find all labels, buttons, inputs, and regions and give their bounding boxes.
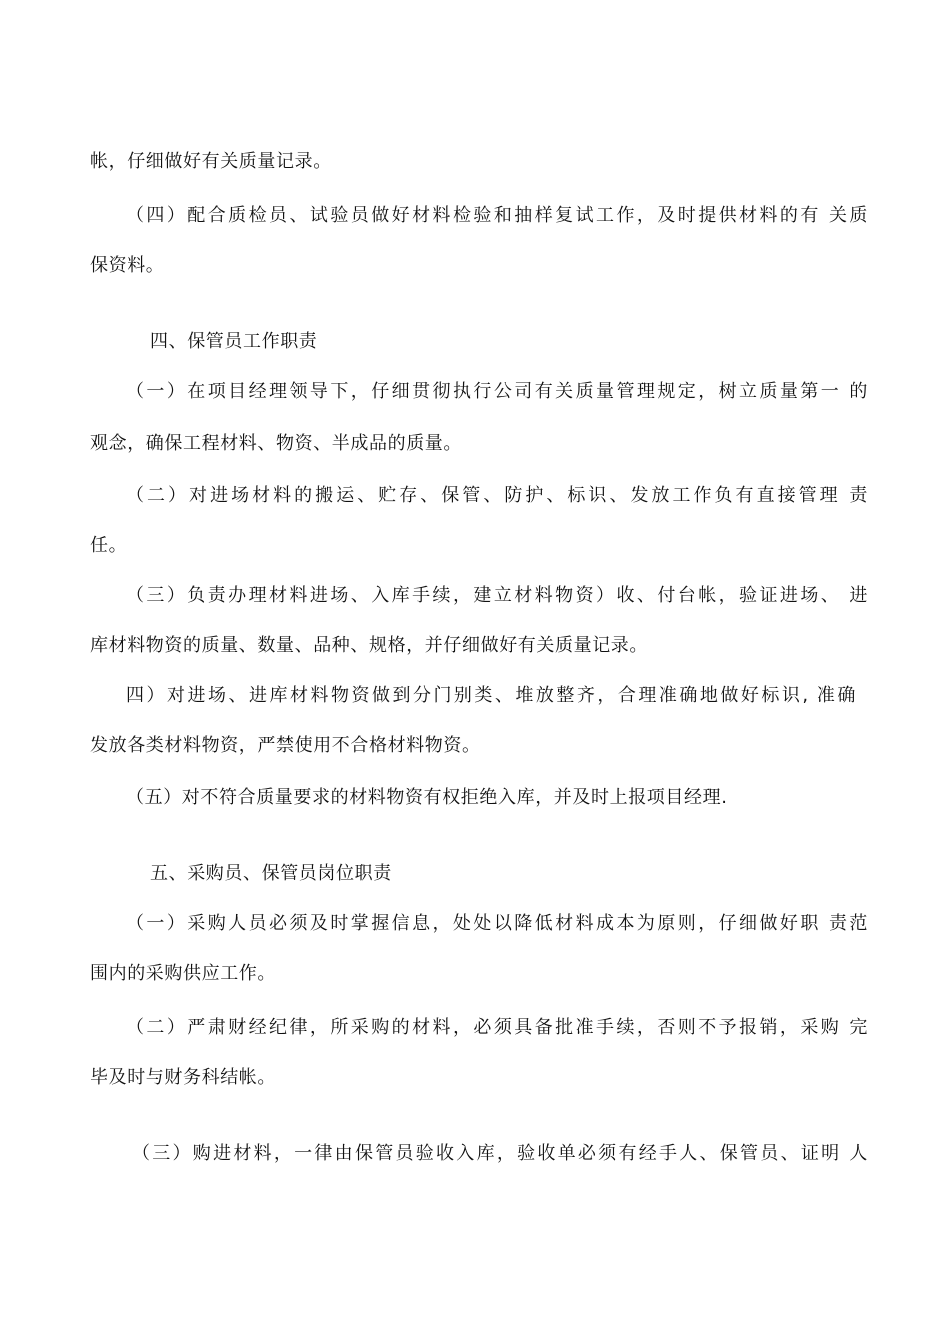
text-line: （一）在项目经理领导下，仔细贯彻执行公司有关质量管理规定，树立质量第一 的 — [126, 381, 868, 402]
text-line: （三）负责办理材料进场、入库手续，建立材料物资）收、付台帐，验证进场、 进 — [126, 585, 868, 606]
text-line: 四）对进场、进库材料物资做到分门别类、堆放整齐，合理准确地做好标识, 准确 — [126, 685, 856, 706]
section-heading: 五、采购员、保管员岗位职责 — [150, 863, 392, 884]
text-line: 保资料。 — [90, 255, 165, 276]
text-line: 发放各类材料物资，严禁使用不合格材料物资。 — [90, 735, 481, 756]
text-line: 库材料物资的质量、数量、品种、规格，并仔细做好有关质量记录。 — [90, 635, 648, 656]
text-line: 围内的采购供应工作。 — [90, 963, 276, 984]
text-line: （一）采购人员必须及时掌握信息，处处以降低材料成本为原则，仔细做好职 责范 — [126, 913, 868, 934]
text-line: 观念，确保工程材料、物资、半成品的质量。 — [90, 433, 462, 454]
text-line: （四）配合质检员、试验员做好材料检验和抽样复试工作，及时提供材料的有 关质 — [126, 205, 868, 226]
text-line: （五）对不符合质量要求的材料物资有权拒绝入库，并及时上报项目经理. — [126, 787, 728, 808]
text-line: （二）严肃财经纪律，所采购的材料，必须具备批准手续，否则不予报销，采购 完 — [126, 1017, 868, 1038]
text-line: （二）对进场材料的搬运、贮存、保管、防护、标识、发放工作负有直接管理 责 — [126, 485, 868, 506]
section-heading: 四、保管员工作职责 — [150, 331, 318, 352]
text-line: 任。 — [90, 535, 128, 556]
text-line: 毕及时与财务科结帐。 — [90, 1067, 276, 1088]
text-line: （三）购进材料，一律由保管员验收入库，验收单必须有经手人、保管员、证明 人 — [132, 1143, 868, 1164]
text-line: 帐，仔细做好有关质量记录。 — [90, 151, 332, 172]
